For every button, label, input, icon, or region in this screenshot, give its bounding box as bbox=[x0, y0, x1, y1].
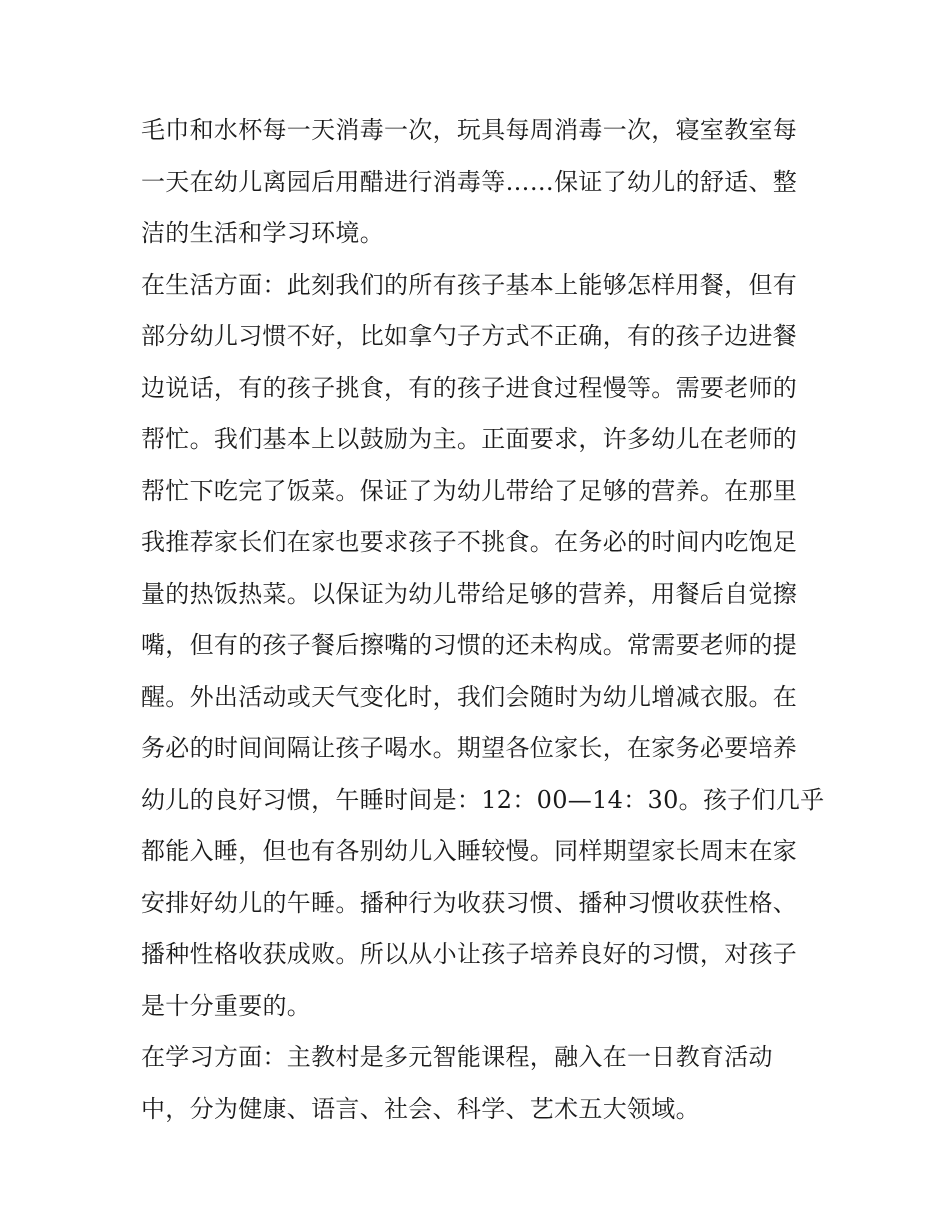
text-line: 帮忙。我们基本上以鼓励为主。正面要求，许多幼儿在老师的 bbox=[141, 425, 798, 453]
text-line: 在生活方面：此刻我们的所有孩子基本上能够怎样用餐，但有 bbox=[141, 270, 798, 299]
text-line: 毛巾和水杯每一天消毒一次，玩具每周消毒一次，寝室教室每 bbox=[141, 116, 798, 144]
paragraph-daily-life bbox=[141, 265, 825, 1038]
text-line: 帮忙下吃完了饭菜。保证了为幼儿带给了足够的营养。在那里 bbox=[141, 476, 798, 505]
text-line: 量的热饭热菜。以保证为幼儿带给足够的营养，用餐后自觉擦 bbox=[141, 579, 798, 608]
text-line: 醒。外出活动或天气变化时，我们会随时为幼儿增减衣服。在 bbox=[141, 682, 798, 711]
text-line: 中，分为健康、语言、社会、科学、艺术五大领域。 bbox=[141, 1094, 700, 1123]
paragraph-hygiene bbox=[141, 110, 821, 265]
text-line: 在学习方面：主教村是多元智能课程，融入在一日教育活动 bbox=[141, 1043, 773, 1071]
text-line: 安排好幼儿的午睡。播种行为收获习惯、播种习惯收获性格、 bbox=[141, 888, 798, 917]
text-line: 我推荐家长们在家也要求孩子不挑食。在务必的时间内吃饱足 bbox=[141, 528, 798, 556]
text-line: 播种性格收获成败。所以从小让孩子培养良好的习惯，对孩子 bbox=[141, 940, 798, 968]
text-line: 都能入睡，但也有各别幼儿入睡较慢。同样期望家长周末在家 bbox=[141, 837, 798, 865]
text-line: 嘴，但有的孩子餐后擦嘴的习惯的还未构成。常需要老师的提 bbox=[141, 631, 798, 659]
text-line: 边说话，有的孩子挑食，有的孩子进食过程慢等。需要老师的 bbox=[141, 373, 798, 402]
text-line: 洁的生活和学习环境。 bbox=[141, 219, 384, 247]
text-line: 一天在幼儿离园后用醋进行消毒等……保证了幼儿的舒适、整 bbox=[141, 167, 798, 196]
document-body bbox=[141, 110, 825, 1140]
text-line: 是十分重要的。 bbox=[141, 991, 312, 1020]
text-line: 幼儿的良好习惯，午睡时间是：12：00—14：30。孩子们几乎 bbox=[141, 785, 825, 814]
text-line: 部分幼儿习惯不好，比如拿勺子方式不正确，有的孩子边进餐 bbox=[141, 322, 798, 350]
paragraph-learning bbox=[141, 1037, 821, 1140]
text-line: 务必的时间间隔让孩子喝水。期望各位家长，在家务必要培养 bbox=[141, 734, 798, 762]
